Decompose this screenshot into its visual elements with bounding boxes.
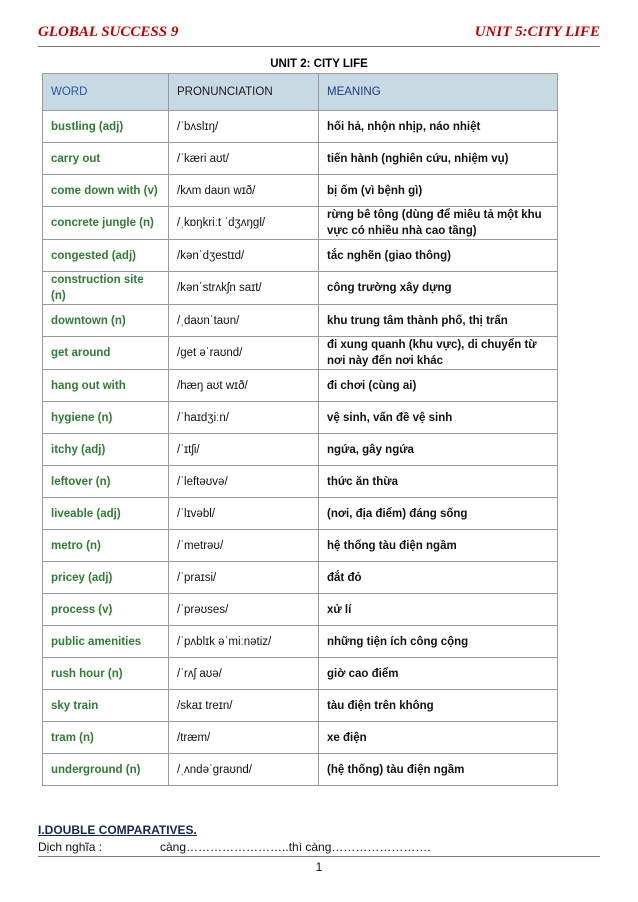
table-row xyxy=(43,690,558,722)
word-cell: concrete jungle (n) xyxy=(43,207,169,240)
section-title: I.DOUBLE COMPARATIVES. xyxy=(38,823,197,837)
word-cell: carry out xyxy=(43,143,169,175)
pronunciation-cell: /kənˈstrʌkʃn saɪt/ xyxy=(169,272,319,305)
word-cell: bustling (adj) xyxy=(43,111,169,143)
translation-line xyxy=(38,840,431,854)
pronunciation-cell: /træm/ xyxy=(169,722,319,754)
meaning-cell: xử lí xyxy=(319,594,558,626)
meaning-cell: đắt đỏ xyxy=(319,562,558,594)
pronunciation-cell: /kʌm daʊn wɪð/ xyxy=(169,175,319,207)
pronunciation-cell: /ˈpʌblɪk əˈmiːnətiz/ xyxy=(169,626,319,658)
translation-label: Dịch nghĩa : xyxy=(38,840,103,854)
translation-text: càng……………………..thì càng……………………. xyxy=(160,840,431,854)
header-unit-title: UNIT 5:CITY LIFE xyxy=(474,24,600,40)
pronunciation-cell: /ˈmetrəʊ/ xyxy=(169,530,319,562)
table-row xyxy=(43,530,558,562)
page-number: 1 xyxy=(315,860,323,874)
meaning-cell: ngứa, gây ngứa xyxy=(319,434,558,466)
word-cell: come down with (v) xyxy=(43,175,169,207)
word-cell: hang out with xyxy=(43,370,169,402)
meaning-cell: khu trung tâm thành phố, thị trấn xyxy=(319,305,558,337)
header-book-title: GLOBAL SUCCESS 9 xyxy=(38,24,179,40)
table-row xyxy=(43,305,558,337)
vocabulary-table-body xyxy=(43,111,558,786)
word-cell: construction site (n) xyxy=(43,272,169,305)
table-row xyxy=(43,240,558,272)
table-row xyxy=(43,626,558,658)
meaning-cell: xe điện xyxy=(319,722,558,754)
meaning-cell: thức ăn thừa xyxy=(319,466,558,498)
pronunciation-cell: /ˈhaɪdʒiːn/ xyxy=(169,402,319,434)
meaning-cell: công trường xây dựng xyxy=(319,272,558,305)
table-row xyxy=(43,370,558,402)
word-cell: underground (n) xyxy=(43,754,169,786)
table-row xyxy=(43,594,558,626)
pronunciation-cell: /skaɪ treɪn/ xyxy=(169,690,319,722)
word-cell: itchy (adj) xyxy=(43,434,169,466)
header-word: WORD xyxy=(43,74,169,111)
word-cell: process (v) xyxy=(43,594,169,626)
table-row xyxy=(43,143,558,175)
meaning-cell: vệ sinh, vấn đề vệ sinh xyxy=(319,402,558,434)
table-row xyxy=(43,175,558,207)
word-cell: tram (n) xyxy=(43,722,169,754)
word-cell: rush hour (n) xyxy=(43,658,169,690)
meaning-cell: rừng bê tông (dùng để miêu tả một khu vực có nhiều nhà cao tầng) xyxy=(319,207,558,240)
table-row xyxy=(43,111,558,143)
table-row xyxy=(43,337,558,370)
meaning-cell: tiến hành (nghiên cứu, nhiệm vụ) xyxy=(319,143,558,175)
meaning-cell: đi xung quanh (khu vực), di chuyển từ nơi này đến nơi khác xyxy=(319,337,558,370)
word-cell: pricey (adj) xyxy=(43,562,169,594)
pronunciation-cell: /ˈlɪvəbl/ xyxy=(169,498,319,530)
word-cell: metro (n) xyxy=(43,530,169,562)
pronunciation-cell: /ˈpraɪsi/ xyxy=(169,562,319,594)
table-row xyxy=(43,498,558,530)
pronunciation-cell: /ˈrʌʃ aʊə/ xyxy=(169,658,319,690)
pronunciation-cell: /ˌdaʊnˈtaʊn/ xyxy=(169,305,319,337)
vocabulary-table xyxy=(42,73,558,786)
table-row xyxy=(43,207,558,240)
table-row xyxy=(43,562,558,594)
pronunciation-cell: /ˈprəʊses/ xyxy=(169,594,319,626)
table-row xyxy=(43,466,558,498)
word-cell: hygiene (n) xyxy=(43,402,169,434)
footer-divider xyxy=(38,856,600,857)
header-pronunciation: PRONUNCIATION xyxy=(169,74,319,111)
word-cell: downtown (n) xyxy=(43,305,169,337)
meaning-cell: đi chơi (cùng ai) xyxy=(319,370,558,402)
meaning-cell: bị ốm (vì bệnh gì) xyxy=(319,175,558,207)
table-row xyxy=(43,434,558,466)
pronunciation-cell: /ˈkæri aʊt/ xyxy=(169,143,319,175)
meaning-cell: hối hả, nhộn nhịp, náo nhiệt xyxy=(319,111,558,143)
word-cell: public amenities xyxy=(43,626,169,658)
word-cell: congested (adj) xyxy=(43,240,169,272)
meaning-cell: (hệ thống) tàu điện ngầm xyxy=(319,754,558,786)
header-meaning: MEANING xyxy=(319,74,558,111)
pronunciation-cell: /ˌkɒŋkriːt ˈdʒʌŋɡl/ xyxy=(169,207,319,240)
page-title: UNIT 2: CITY LIFE xyxy=(270,58,368,70)
pronunciation-cell: /ˈleftəʊvə/ xyxy=(169,466,319,498)
pronunciation-cell: /hæŋ aʊt wɪð/ xyxy=(169,370,319,402)
meaning-cell: hệ thống tàu điện ngầm xyxy=(319,530,558,562)
word-cell: get around xyxy=(43,337,169,370)
table-header-row xyxy=(43,74,558,111)
table-row xyxy=(43,722,558,754)
word-cell: leftover (n) xyxy=(43,466,169,498)
table-row xyxy=(43,272,558,305)
meaning-cell: tàu điện trên không xyxy=(319,690,558,722)
pronunciation-cell: /ˈɪtʃi/ xyxy=(169,434,319,466)
word-cell: liveable (adj) xyxy=(43,498,169,530)
meaning-cell: (nơi, địa điểm) đáng sống xyxy=(319,498,558,530)
meaning-cell: giờ cao điểm xyxy=(319,658,558,690)
table-row xyxy=(43,754,558,786)
pronunciation-cell: /ˌʌndəˈɡraʊnd/ xyxy=(169,754,319,786)
table-row xyxy=(43,658,558,690)
word-cell: sky train xyxy=(43,690,169,722)
meaning-cell: tắc nghẽn (giao thông) xyxy=(319,240,558,272)
table-row xyxy=(43,402,558,434)
meaning-cell: những tiện ích công cộng xyxy=(319,626,558,658)
pronunciation-cell: /kənˈdʒestɪd/ xyxy=(169,240,319,272)
pronunciation-cell: /ˈbʌslɪŋ/ xyxy=(169,111,319,143)
pronunciation-cell: /get əˈraʊnd/ xyxy=(169,337,319,370)
page-header xyxy=(38,24,600,47)
